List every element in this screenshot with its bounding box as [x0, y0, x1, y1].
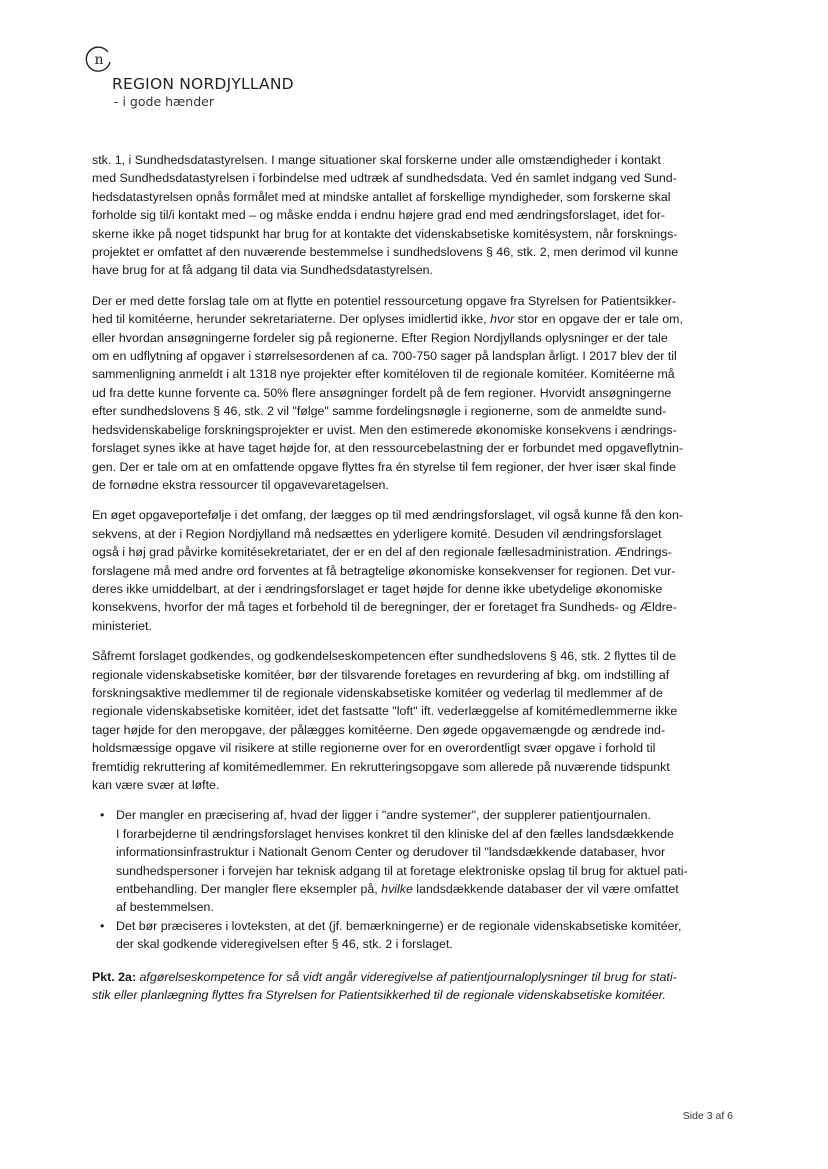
org-name: REGION NORDJYLLAND	[112, 75, 294, 93]
point-2a-label: Pkt. 2a:	[92, 969, 137, 984]
org-tagline: - i gode hænder	[114, 94, 214, 109]
page-number: Side 3 af 6	[682, 1110, 733, 1122]
paragraph-2-emphasis: hvor	[490, 312, 515, 327]
paragraph-3: En øget opgaveportefølje i det omfang, der lægges op til med ændringsforslaget, vil også kunne få den kon- sekvens, at der i Region Nordjylland må nedsættes en yderligere komité. Desuden vil ændringsforslaget også i høj grad påvirke komitésekretariatet, der er en del af den regionale fællesadministration. Ændrings- forslagene må med andre ord forventes at få betragtelige økonomiske konsekvenser for regionen. Det vur- deres ikke umiddelbart, at der i ændringsforslaget er taget højde for denne ikke ubetydelige økonomiske konsekvens, hvorfor der må tages et forbehold til de beregninger, der er foretaget fra Sundheds- og Ældre- ministeriet.	[92, 508, 683, 633]
bullet-1-part-b: landsdækkende databaser der vil være omfattet af bestemmelsen.	[116, 882, 679, 915]
logo-circle-icon	[84, 44, 114, 74]
paragraph-1: stk. 1, i Sundhedsdatastyrelsen. I mange situationer skal forskerne under alle omstændigheder i kontakt med Sundhedsdatastyrelsen i forbindelse med udtræk af sundhedsdata. Ved én samlet indgang ved Sund- hedsdatastyrelsen opnås formålet med at mindske antallet af forskellige myndigheder, som forskerne skal forholde sig til/i kontakt med – og måske endda i endnu højere grad end med ændringsforslaget, idet for- skerne ikke på noget tidspunkt har brug for at kontakte det videnskabsetiske komitésystem, når forsknings- projektet er omfattet af den nuværende bestemmelse i sundhedslovens § 46, stk. 2, men derimod vil kunne have brug for at få adgang til data via Sundhedsdatastyrelsen.	[92, 153, 679, 278]
bullet-item	[92, 917, 740, 954]
paragraph-2-part-b: stor en opgave der er tale om, eller hvordan ansøgningerne fordeler sig på regionerne. Efter Region Nordjyllands oplysninger er der tale om en udflytning af opgaver i størrelsesordenen af ca. 700-750 sager på landsplan årligt. I 2017 blev der til sammenligning anmeldt i alt 1318 nye projekter efter komitéloven til de regionale komitéer. Komitéerne må ud fra dette kunne forvente ca. 50% flere ansøgninger fordelt på de fem regioner. Hvorvidt ansøgningerne efter sundhedslovens § 46, stk. 2 vil "følge" samme fordelingsnøgle i regionerne, som de anmeldte sund- hedsvidenskabelige forskningsprojekter er uvist. Men den estimerede økonomiske konsekvens i ændrings- forslaget synes ikke at have taget højde for, at den ressourcebelastning der er forbundet med opgaveflytnin- gen. Der er tale om at en omfattende opgave flyttes fra én styrelse til fem regioner, der hver især skal finde de fornødne ekstra ressourcer til opgavevaretagelsen.	[92, 312, 683, 492]
bullet-2-text: Det bør præciseres i lovteksten, at det (jf. bemærkningerne) er de regionale videnskabsetiske komitéer, der skal godkende videregivelsen efter § 46, stk. 2 i forslaget.	[116, 918, 682, 952]
bullet-item	[92, 806, 740, 916]
region-logo	[84, 44, 344, 114]
paragraph-2	[92, 292, 740, 494]
paragraph-2-part-a: Der er med dette forslag tale om at flytte en potentiel ressourcetung opgave fra Styrelsen for Patientsikker- hed til komitéerne, herunder sekretariaterne. Der oplyses imidlertid ikke,	[92, 293, 677, 327]
bullet-1-part-a: Der mangler en præcisering af, hvad der ligger i "andre systemer", der supplerer patientjournalen. I forarbejderne til ændringsforslaget henvises konkret til den kliniske del af den fælles landsdækkende informationsinfrastruktur i Nationalt Genom Center og derudover til "landsdækkende databaser, hvor sundhedspersoner i forvejen har teknisk adgang til at foretage elektroniske opslag til brug for aktuel pati- entbehandling. Der mangler flere eksempler på,	[116, 808, 688, 897]
bullet-dot-icon: •	[100, 808, 105, 823]
bullet-list	[92, 806, 740, 953]
logo-letter: n	[94, 52, 104, 68]
point-2a-text: afgørelseskompetence for så vidt angår videregivelse af patientjournaloplysninger til brug for stati- stik eller planlægning flyttes fra Styrelsen for Patientsikkerhed til de regionale videnskabsetiske komitéer.	[92, 969, 677, 1003]
document-body	[92, 151, 740, 1004]
bullet-1-emphasis: hvilke	[381, 882, 413, 897]
bullet-dot-icon: •	[100, 918, 105, 933]
point-2a	[92, 968, 740, 1005]
paragraph-4: Såfremt forslaget godkendes, og godkendelseskompetencen efter sundhedslovens § 46, stk. 2 flyttes til de regionale videnskabsetiske komitéer, bør der tilsvarende foretages en revurdering af bkg. om indstilling af forskningsaktive medlemmer til de regionale videnskabsetiske komitéer og vederlag til medlemmer af de regionale videnskabsetiske komitéer, idet det fastsatte "loft" ift. vederlæggelse af komitémedlemmerne ikke tager højde for den meropgave, der pålægges komitéerne. Den øgede opgavemængde og ændrede ind- holdsmæssige opgave vil risikere at stille regionerne over for en overordentligt svær opgave i forhold til fremtidig rekruttering af komitémedlemmer. En rekrutteringsopgave som allerede på nuværende tidspunkt kan være svær at løfte.	[92, 649, 678, 792]
